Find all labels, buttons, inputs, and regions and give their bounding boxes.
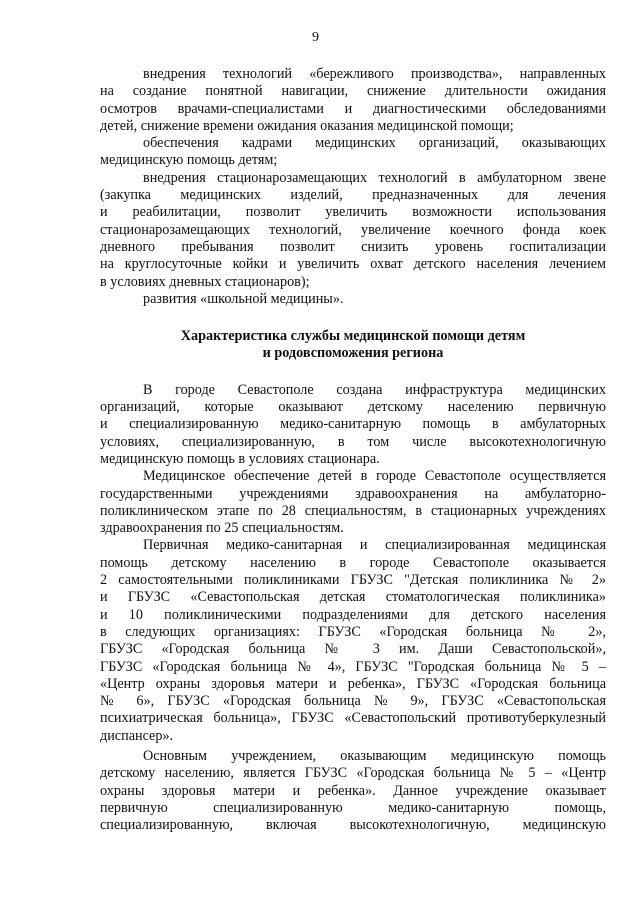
text-line: психиатрическая больница», ГБУЗС «Севастопольский противотуберкулезный [100,710,606,727]
text-line: организаций, которые оказывают детскому населению первичную [100,399,606,416]
text-line: Основным учреждением, оказывающим медицинскую помощь [143,747,606,764]
text-line: Медицинское обеспечение детей в городе Севастополе осуществляется [143,468,606,485]
text-line: первичную специализированную медико-санитарную помощь, [100,799,606,816]
text-line: охраны здоровья матери и ребенка». Данное учреждение оказывает [100,782,606,799]
text-line: ГБУЗС «Городская больница № 3 им. Даши Севастопольской», [100,641,606,658]
text-line: № 6», ГБУЗС «Городская больница № 9», ГБУЗС «Севастопольская [100,693,606,710]
document-body [100,66,606,834]
text-line: государственными учреждениями здравоохранения на амбулаторно- [100,485,606,502]
text-line: помощь детскому населению в городе Севастополе оказывается [100,554,606,571]
page-number: 9 [312,30,319,45]
text-line: осмотров врачами-специалистами и диагностическими обследованиями [100,100,606,117]
text-line: поликлиническом этапе по 28 специальностям, в стационарных учреждениях [100,502,606,519]
text-line: и 10 поликлиническими подразделениями для детского населения [100,606,606,623]
heading-line: Характеристика службы медицинской помощи детям [180,328,526,345]
spacer [100,308,606,328]
text-line: развития «школьной медицины». [143,290,344,307]
paragraph-primary-care [100,537,606,745]
paragraph-school-medicine [100,291,606,308]
text-line: в условиях дневных стационаров); [100,273,310,290]
spacer [100,363,606,382]
text-line: диспансер». [100,727,174,744]
paragraph-main-institution [100,748,606,834]
text-line: и ГБУЗС «Севастопольская детская стоматологическая поликлиника» [100,589,606,606]
text-line: дневного пребывания позволит снизить уровень госпитализации [100,238,606,255]
paragraph-inpatient-replacement [100,170,606,291]
text-line: (закупка медицинских изделий, предназначенных для лечения [100,187,606,204]
text-line: специализированную, включая высокотехнологичную, медицинскую [100,817,606,834]
section-heading [100,328,606,363]
text-line: 2 самостоятельными поликлиниками ГБУЗС "Детская поликлиника № 2» [100,572,606,589]
text-line: на создание понятной навигации, снижение длительности ожидания [100,83,606,100]
heading-line: и родовспоможения региона [262,345,444,362]
paragraph-medical-support [100,468,606,537]
text-line: ГБУЗС «Городская больница № 4», ГБУЗС "Городская больница № 5 – [100,658,606,675]
text-line: и специализированную медико-санитарную помощь в амбулаторных [100,416,606,433]
text-line: детскому населению, является ГБУЗС «Городская больница № 5 – «Центр [100,765,606,782]
paragraph-staffing [100,135,606,170]
text-line: внедрения технологий «бережливого производства», направленных [143,66,606,82]
text-line: внедрения стационарозамещающих технологий в амбулаторном звене [143,169,606,186]
text-line: обеспечения кадрами медицинских организаций, оказывающих [143,135,606,152]
text-line: медицинскую помощь детям; [100,152,278,169]
text-line: условиях, специализированную, в том числе высокотехнологичную [100,433,606,450]
text-line: детей, снижение времени ожидания оказания медицинской помощи; [100,117,514,134]
paragraph-infrastructure [100,382,606,468]
text-line: на круглосуточные койки и увеличить охват детского населения лечением [100,256,606,273]
paragraph-lean-technologies [100,66,606,135]
text-line: «Центр охраны здоровья матери и ребенка», ГБУЗС «Городская больница [100,675,606,692]
text-line: здравоохранения по 25 специальностям. [100,520,344,537]
text-line: и реабилитации, позволит увеличить возможности использования [100,204,606,221]
text-line: Первичная медико-санитарная и специализированная медицинская [143,537,606,554]
text-line: В городе Севастополе создана инфраструктура медицинских [143,381,606,398]
text-line: стационарозамещающих технологий, увеличение коечного фонда коек [100,221,606,238]
text-line: в следующих организациях: ГБУЗС «Городская больница № 2», [100,623,606,640]
text-line: медицинскую помощь в условиях стационара. [100,450,380,467]
